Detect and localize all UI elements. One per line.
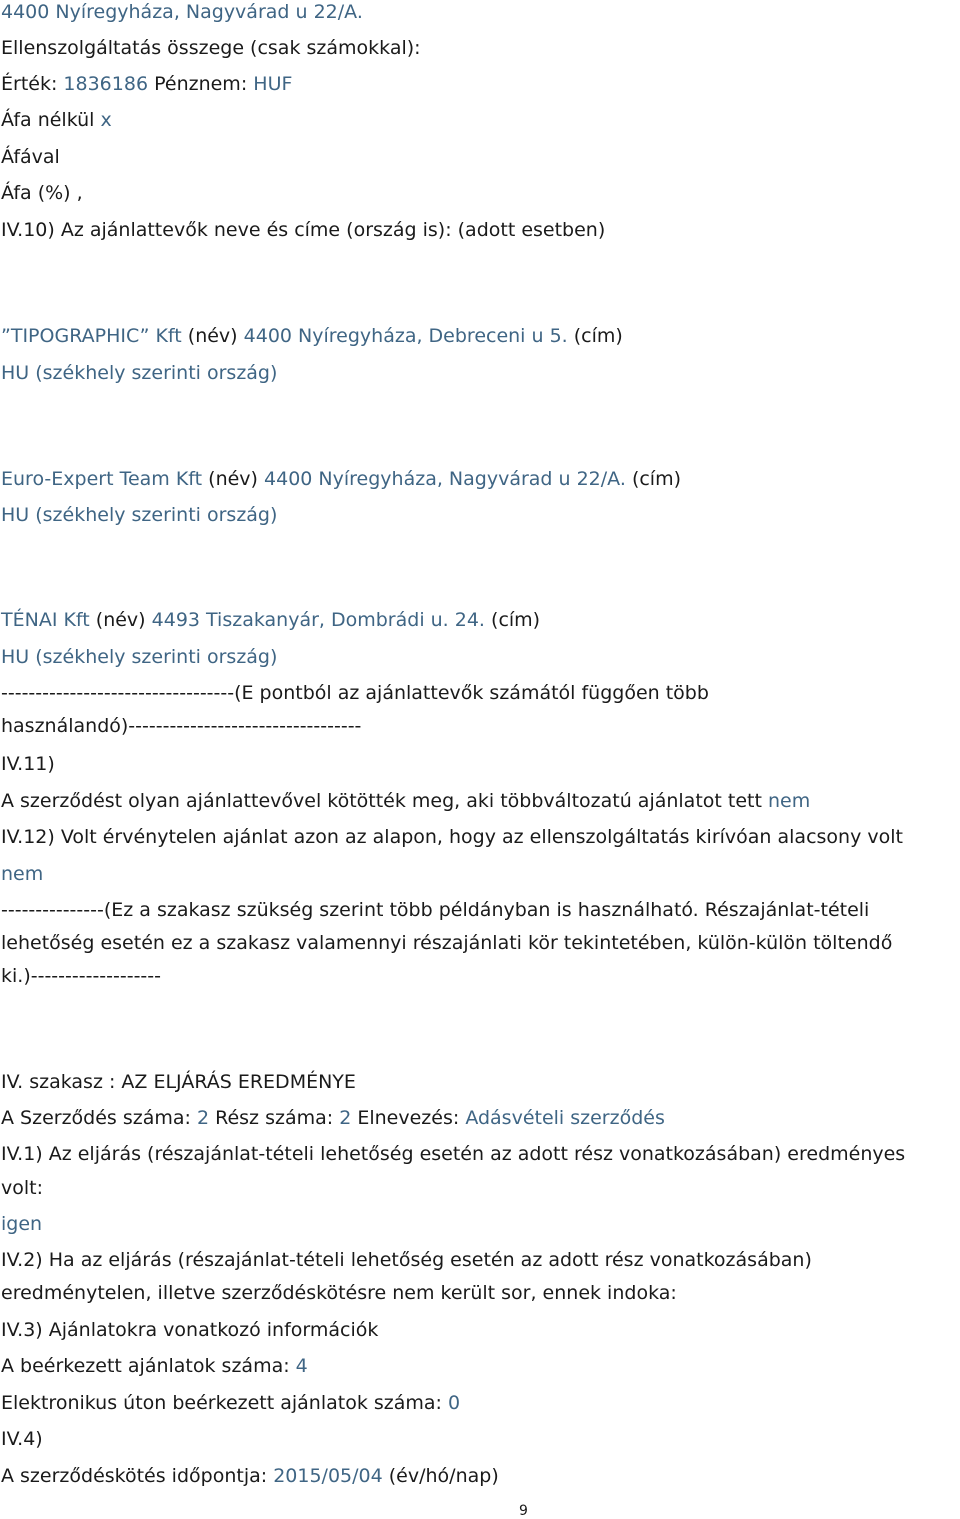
bidder-country-suffix: (székhely szerinti ország) <box>35 504 278 526</box>
iv11-line <box>1 789 810 813</box>
currency-value: HUF <box>253 73 293 95</box>
date-format: (év/hó/nap) <box>388 1465 499 1487</box>
section-note-line: lehetőség esetén ez a szakasz valamennyi részajánlati kör tekintetében, külön-külön töltendő <box>1 932 893 954</box>
contract-name: Adásvételi szerződés <box>465 1107 665 1129</box>
value-line <box>1 72 292 96</box>
date-line <box>1 1464 499 1488</box>
currency-label: Pénznem: <box>154 73 248 95</box>
vat-excl-mark: x <box>100 109 112 131</box>
bidder-country-line <box>1 503 277 527</box>
bidder-country: HU <box>1 504 30 526</box>
vat-incl-label: Áfával <box>1 146 60 168</box>
bidder-name-line <box>1 324 623 348</box>
bidder-name-line <box>1 608 540 632</box>
vat-pct-label: Áfa (%) , <box>1 182 83 204</box>
iv1-text: IV.1) Az eljárás (részajánlat-tételi lehetőség esetén az adott rész vonatkozásában) eredményes <box>1 1143 906 1165</box>
iv2-text: eredménytelen, illetve szerződéskötésre nem került sor, ennek indoka: <box>1 1282 677 1304</box>
iv11-answer: nem <box>767 790 811 812</box>
address-line: 4400 Nyíregyháza, Nagyvárad u 22/A. <box>1 1 363 23</box>
date-label: A szerződéskötés időpontja: <box>1 1465 268 1487</box>
bidder-country-suffix: (székhely szerinti ország) <box>35 362 278 384</box>
section-iv-title: IV. szakasz : AZ ELJÁRÁS EREDMÉNYE <box>1 1071 356 1093</box>
contract-no: 2 <box>196 1107 210 1129</box>
iv10-heading: IV.10) Az ajánlattevők neve és címe (ország is): (adott esetben) <box>1 219 606 241</box>
bidder-name: ”TIPOGRAPHIC” Kft <box>1 325 182 347</box>
iv2-text: IV.2) Ha az eljárás (részajánlat-tételi lehetőség esetén az adott rész vonatkozásában) <box>1 1249 812 1271</box>
bidder-address-suffix: (cím) <box>631 468 681 490</box>
bidder-name-line <box>1 467 681 491</box>
bidder-country: HU <box>1 646 30 668</box>
contract-date: 2015/05/04 <box>273 1465 383 1487</box>
eoffers-count: 0 <box>448 1392 461 1414</box>
contract-name-label: Elnevezés: <box>357 1107 460 1129</box>
offers-line <box>1 1354 308 1378</box>
bidder-name-suffix: (név) <box>95 609 146 631</box>
page-number: 9 <box>519 1503 528 1519</box>
bidder-country: HU <box>1 362 30 384</box>
contract-no-label: A Szerződés száma: <box>1 1107 191 1129</box>
contract-line <box>1 1106 665 1130</box>
bidder-country-suffix: (székhely szerinti ország) <box>35 646 278 668</box>
section-note-line: ki.)------------------- <box>1 965 161 987</box>
iv11-text: A szerződést olyan ajánlattevővel kötötték meg, aki többváltozatú ajánlatot tett <box>1 790 762 812</box>
consideration-heading: Ellenszolgáltatás összege (csak számokkal): <box>1 37 421 59</box>
part-no-label: Rész száma: <box>215 1107 334 1129</box>
section-note-line: ---------------(Ez a szakasz szükség szerint több példányban is használható. Részajánlat-tételi <box>1 899 870 921</box>
bidder-name-suffix: (név) <box>187 325 238 347</box>
bidder-name: TÉNAI Kft <box>1 609 90 631</box>
bidder-name: Euro-Expert Team Kft <box>1 468 203 490</box>
vat-excl-line <box>1 108 112 132</box>
part-no: 2 <box>339 1107 352 1129</box>
bidder-address: 4493 Tiszakanyár, Dombrádi u. 24. <box>151 609 485 631</box>
bidder-address: 4400 Nyíregyháza, Debreceni u 5. <box>243 325 568 347</box>
eoffers-label: Elektronikus úton beérkezett ajánlatok száma: <box>1 1392 442 1414</box>
separator-note-line: használandó)---------------------------------- <box>1 715 362 737</box>
iv1-answer: igen <box>1 1213 43 1235</box>
bidder-address-suffix: (cím) <box>573 325 623 347</box>
bidder-address: 4400 Nyíregyháza, Nagyvárad u 22/A. <box>264 468 626 490</box>
bidder-country-line <box>1 361 277 385</box>
iv12-text: IV.12) Volt érvénytelen ajánlat azon az alapon, hogy az ellenszolgáltatás kirívóan alacsony volt <box>1 826 903 848</box>
value-label: Érték: <box>1 73 58 95</box>
iv1-text: volt: <box>1 1177 43 1199</box>
iv3-heading: IV.3) Ajánlatokra vonatkozó információk <box>1 1319 379 1341</box>
bidder-name-suffix: (név) <box>208 468 258 490</box>
vat-excl-label: Áfa nélkül <box>1 109 95 131</box>
separator-note-line: ----------------------------------(E pontból az ajánlattevők számától függően több <box>1 682 709 704</box>
value-amount: 1836186 <box>63 73 149 95</box>
iv4-heading: IV.4) <box>1 1428 43 1450</box>
bidder-address-suffix: (cím) <box>491 609 541 631</box>
offers-label: A beérkezett ajánlatok száma: <box>1 1355 290 1377</box>
iv11-heading: IV.11) <box>1 753 55 775</box>
offers-count: 4 <box>295 1355 308 1377</box>
eoffers-line <box>1 1391 460 1415</box>
bidder-country-line <box>1 645 277 669</box>
iv12-answer: nem <box>1 863 44 885</box>
